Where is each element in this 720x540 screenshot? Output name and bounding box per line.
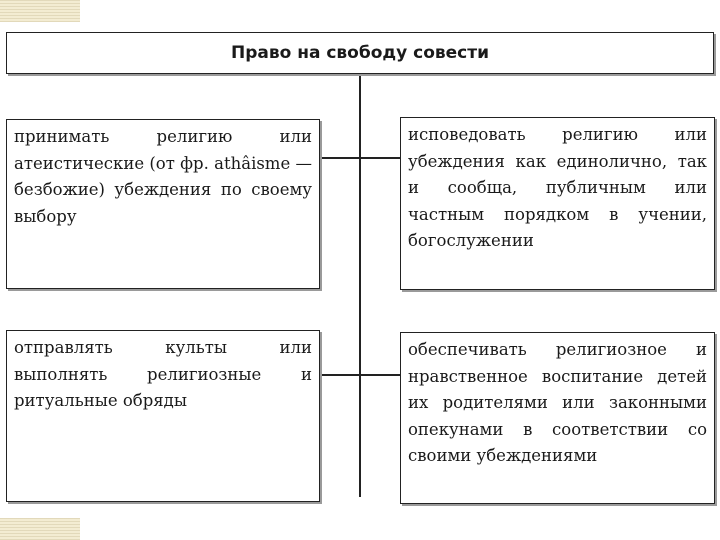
diagram-title: Право на свободу совести <box>6 32 714 74</box>
right-box-religious-education: обеспечивать религиозное и нравственное воспитание детей их родителями или законными опекунами в соответствии со своими убеждениями <box>400 332 715 504</box>
decorative-corner-bottom <box>0 518 80 540</box>
decorative-corner-top <box>0 0 80 22</box>
right-box-perform-rites: отправлять культы или выполнять религиозные и ритуальные обряды <box>6 330 320 502</box>
bottom-branch-connector <box>320 374 400 376</box>
right-box-profess-religion: исповедовать религию или убеждения как единолично, так и сообща, публичным или частным порядком в учении, богослужении <box>400 117 715 290</box>
main-connector-line <box>359 74 361 497</box>
right-box-adopt-religion: принимать религию или атеистические (от фр. athâisme — безбожие) убеждения по своему выбору <box>6 119 320 289</box>
top-branch-connector <box>320 157 400 159</box>
